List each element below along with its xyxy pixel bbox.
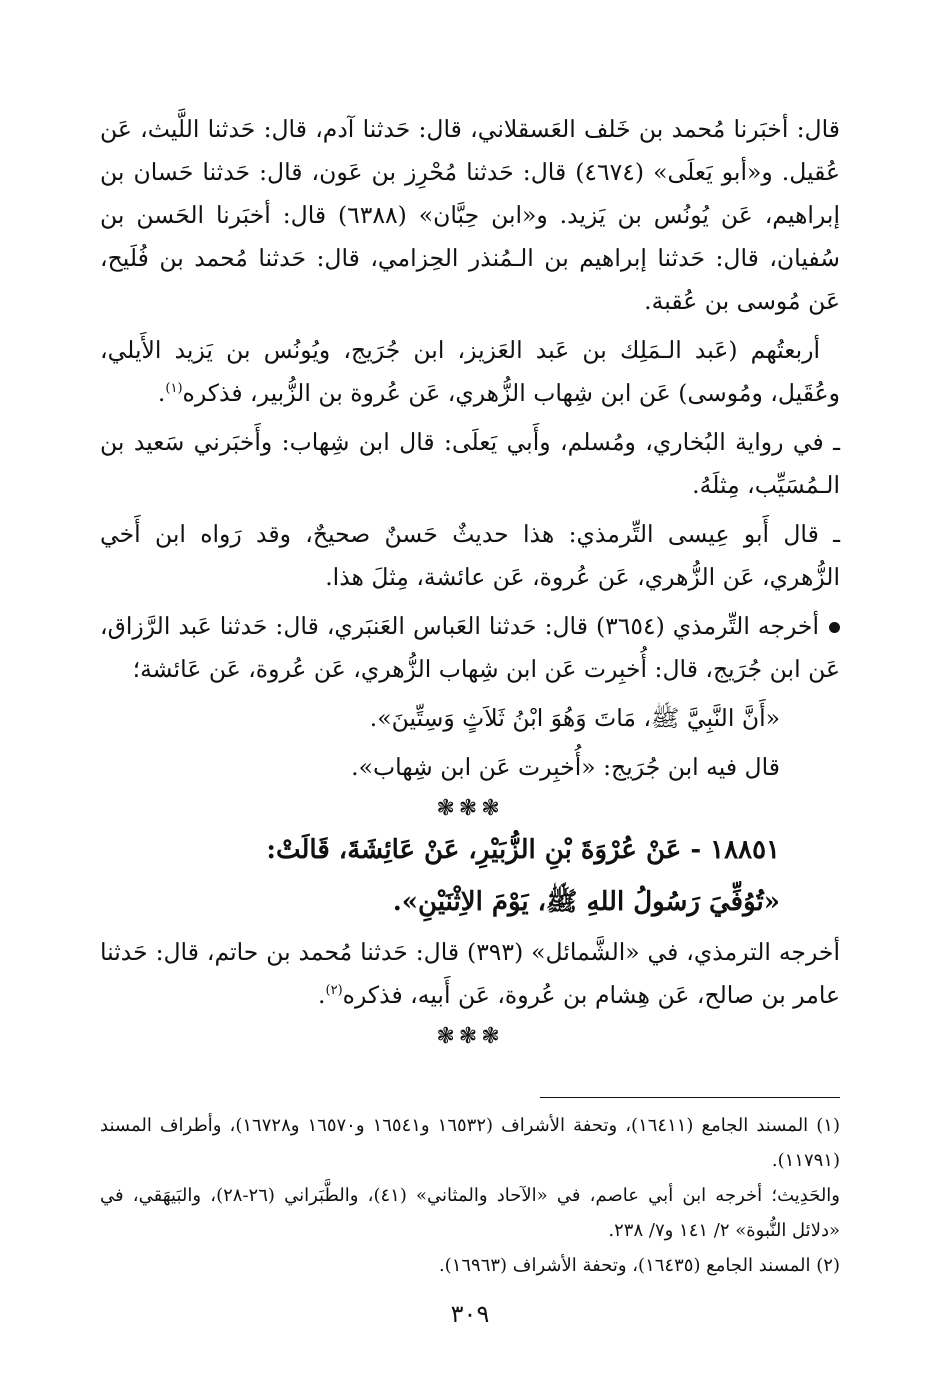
section-divider-stars-2: ❃❃❃: [436, 1024, 504, 1049]
paragraph-takhrij-tirmidhi: [100, 605, 840, 691]
footnote-1: (١) المسند الجامع (١٦٤١١)، وتحفة الأشراف (١٦٥٣٢ و١٦٥٤١ و١٦٥٧٠ و١٦٧٢٨)، وأطراف المسند (١١٧٩١).: [100, 1115, 840, 1171]
bullet-icon: [829, 622, 840, 633]
footnote-separator: [540, 1097, 840, 1098]
paragraph-takhrij-shamail-text: أخرجه الترمذي، في «الشَّمائل» (٣٩٣) قال: حَدثنا مُحمد بن حاتم، قال: حَدثنا عامر بن صالح، عَن هِشام بن عُروة، عَن أَبيه، فذكره: [100, 938, 840, 1009]
paragraph-tirmidhi-note: ـ قال أَبو عِيسى التِّرمذي: هذا حديثٌ حَسنٌ صحيحٌ، وقد رَواه ابن أَخي الزُّهري، عَن الزُّهري، عَن عُروة، عَن عائشة، مِثلَ هذا.: [100, 520, 840, 591]
hadith-quote-1: «أَنَّ النَّبِيَّ ﷺ، مَاتَ وَهُوَ ابْنُ ثَلاَثٍ وَسِتِّينَ».: [369, 704, 780, 732]
paragraph-takhrij-tirmidhi-text: أخرجه التِّرمذي (٣٦٥٤) قال: حَدثنا العَباس العَنبَري، قال: حَدثنا عَبد الرَّزاق، عَن ابن جُرَيج، قال: أُخبِرت عَن ابن شِهاب الزُّهري، عَن عُروة، عَن عَائشة؛: [100, 612, 840, 683]
hadith-dash: -: [681, 835, 711, 865]
paragraph-isnad-2-end: .: [157, 379, 166, 407]
footnotes: [100, 1108, 840, 1283]
paragraph-isnad-2: [100, 329, 840, 415]
page-number: ٣٠٩: [450, 1300, 490, 1328]
hadith-heading: [100, 827, 840, 873]
footnote-2: (٢) المسند الجامع (١٦٤٣٥)، وتحفة الأشراف (١٦٩٦٣).: [438, 1255, 840, 1276]
footnote-1-continuation: والحَدِيث؛ أخرجه ابن أبي عاصم، في «الآحاد والمثاني» (٤١)، والطَّبَراني (٢٦-٢٨)، والبَيهَقي، في «دلائل النُّبوة» ٢/ ١٤١ و٧/ ٢٣٨.: [100, 1185, 840, 1241]
paragraph-takhrij-shamail: [100, 931, 840, 1017]
hadith-number: ١٨٨٥١: [710, 835, 780, 865]
paragraph-isnad-1: قال: أخبَرنا مُحمد بن خَلف العَسقلاني، قال: حَدثنا آدم، قال: حَدثنا اللَّيث، عَن عُقيل. و«أبو يَعلَى» (٤٦٧٤) قال: حَدثنا مُحْرِز بن عَون، قال: حَدثنا حَسان بن إبراهيم، عَن يُونُس بن يَزيد. و«ابن حِبَّان» (٦٣٨٨) قال: أخبَرنا الحَسن بن سُفيان، قال: حَدثنا إبراهيم بن الـمُنذر الحِزامي، قال: حَدثنا مُحمد بن فُلَيح، عَن مُوسى بن عُقبة.: [100, 115, 841, 315]
section-divider-stars: ❃❃❃: [436, 796, 504, 821]
hadith-heading-text: عَنْ عُرْوَةَ بْنِ الزُّبَيْرِ، عَنْ عَائِشَةَ، قَالَتْ:: [266, 835, 682, 865]
hadith-matn: «تُوُفِّيَ رَسُولُ اللهِ ﷺ، يَوْمَ الاِثْنَيْنِ».: [392, 887, 780, 917]
page-body: [100, 108, 840, 1055]
hadith-quote-2: قال فيه ابن جُرَيج: «أُخبِرت عَن ابن شِهاب».: [351, 753, 780, 781]
footnote-ref-2: (٢): [325, 983, 343, 999]
paragraph-takhrij-shamail-end: .: [318, 981, 326, 1009]
paragraph-bukhari-note: ـ في رواية البُخاري، ومُسلم، وأَبي يَعلَى: قال ابن شِهاب: وأَخبَرني سَعيد بن الـمُسَيِّب، مِثلَهُ.: [100, 428, 840, 499]
paragraph-isnad-2-text: أربعتُهم (عَبد الـمَلِك بن عَبد العَزيز، ابن جُرَيج، ويُونُس بن يَزيد الأَيلي، وعُقَيل، ومُوسى) عَن ابن شِهاب الزُّهري، عَن عُروة بن الزُّبير، فذكره: [100, 336, 840, 407]
footnote-ref-1: (١): [165, 381, 183, 397]
